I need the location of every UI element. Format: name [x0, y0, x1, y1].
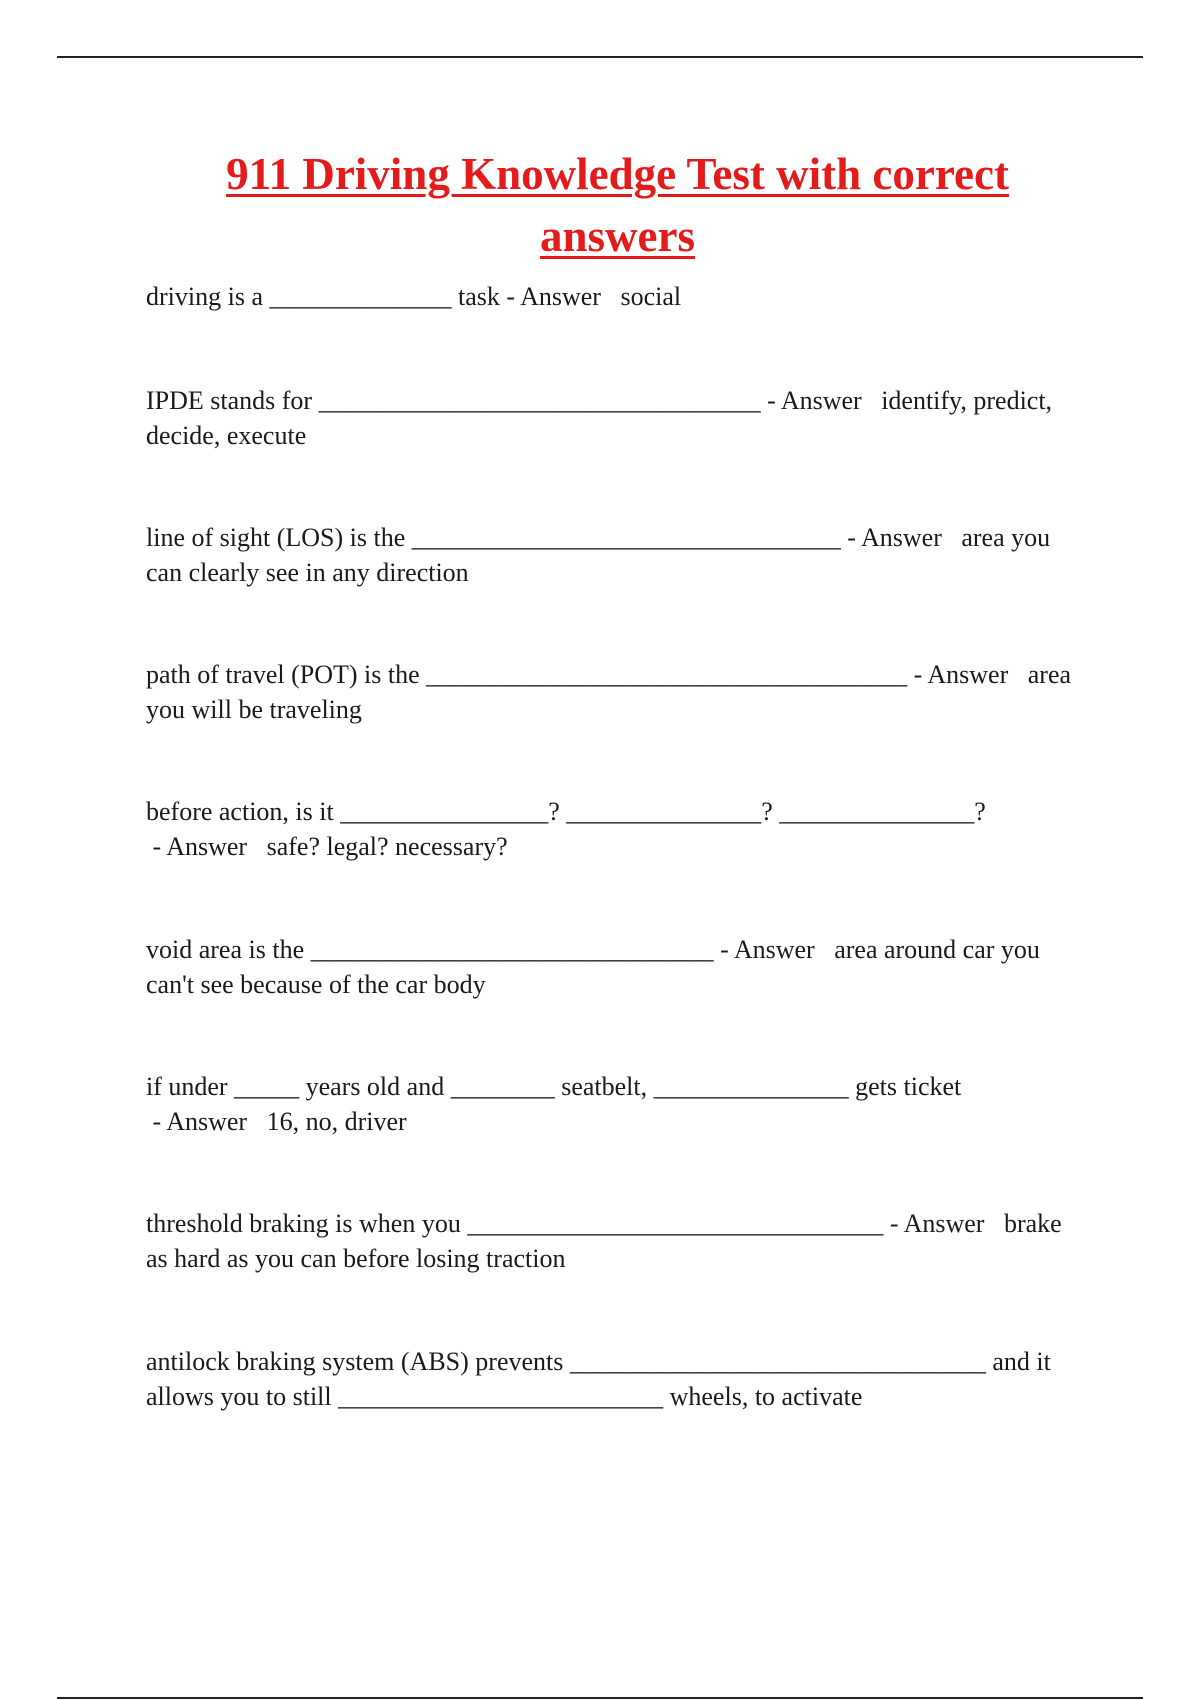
question-text: antilock braking system (ABS) prevents ________________________________ and it allows you to still _________________________ wheels, to activate: [146, 1347, 1051, 1411]
top-rule: [57, 56, 1143, 58]
qa-item-7: [146, 1069, 1086, 1139]
answer-separator: - Answer: [499, 282, 621, 311]
qa-item-8: [146, 1206, 1086, 1276]
bottom-rule: [57, 1697, 1143, 1699]
question-text: threshold braking is when you ________________________________: [146, 1209, 884, 1238]
answer-text: social: [620, 282, 682, 311]
qa-item-2: [146, 383, 1086, 453]
qa-item-4: [146, 657, 1086, 727]
question-text: void area is the _______________________________: [146, 935, 714, 964]
answer-text: 16, no, driver: [266, 1107, 407, 1136]
answer-text: safe? legal? necessary?: [266, 832, 508, 861]
answer-separator: - Answer: [713, 935, 835, 964]
answer-text: area you can clearly see in any direction: [146, 523, 1051, 587]
answer-separator: - Answer: [146, 832, 267, 861]
answer-text: brake as hard as you can before losing traction: [146, 1209, 1062, 1273]
qa-item-5: [146, 794, 1086, 864]
answer-separator: - Answer: [146, 1107, 267, 1136]
question-text: path of travel (POT) is the _____________________________________: [146, 660, 908, 689]
qa-item-1: [146, 279, 1086, 314]
question-text: driving is a ______________ task: [146, 282, 500, 311]
answer-text: area around car you can't see because of the car body: [146, 935, 1040, 999]
answer-separator: - Answer: [760, 386, 882, 415]
document-title: 911 Driving Knowledge Test with correct answers: [226, 149, 1009, 261]
question-text: if under _____ years old and ________ seatbelt, _______________ gets ticket: [146, 1072, 962, 1101]
answer-separator: - Answer: [907, 660, 1028, 689]
answer-separator: - Answer: [883, 1209, 1004, 1238]
question-text: line of sight (LOS) is the _________________________________: [146, 523, 841, 552]
qa-item-9: [146, 1344, 1086, 1414]
answer-separator: - Answer: [840, 523, 962, 552]
question-text: IPDE stands for __________________________________: [146, 386, 761, 415]
question-text: before action, is it ________________? _______________? _______________?: [146, 797, 986, 826]
answer-text: identify, predict, decide, execute: [146, 386, 1053, 450]
qa-item-6: [146, 932, 1086, 1002]
answer-text: area you will be traveling: [146, 660, 1072, 724]
qa-item-3: [146, 520, 1086, 590]
